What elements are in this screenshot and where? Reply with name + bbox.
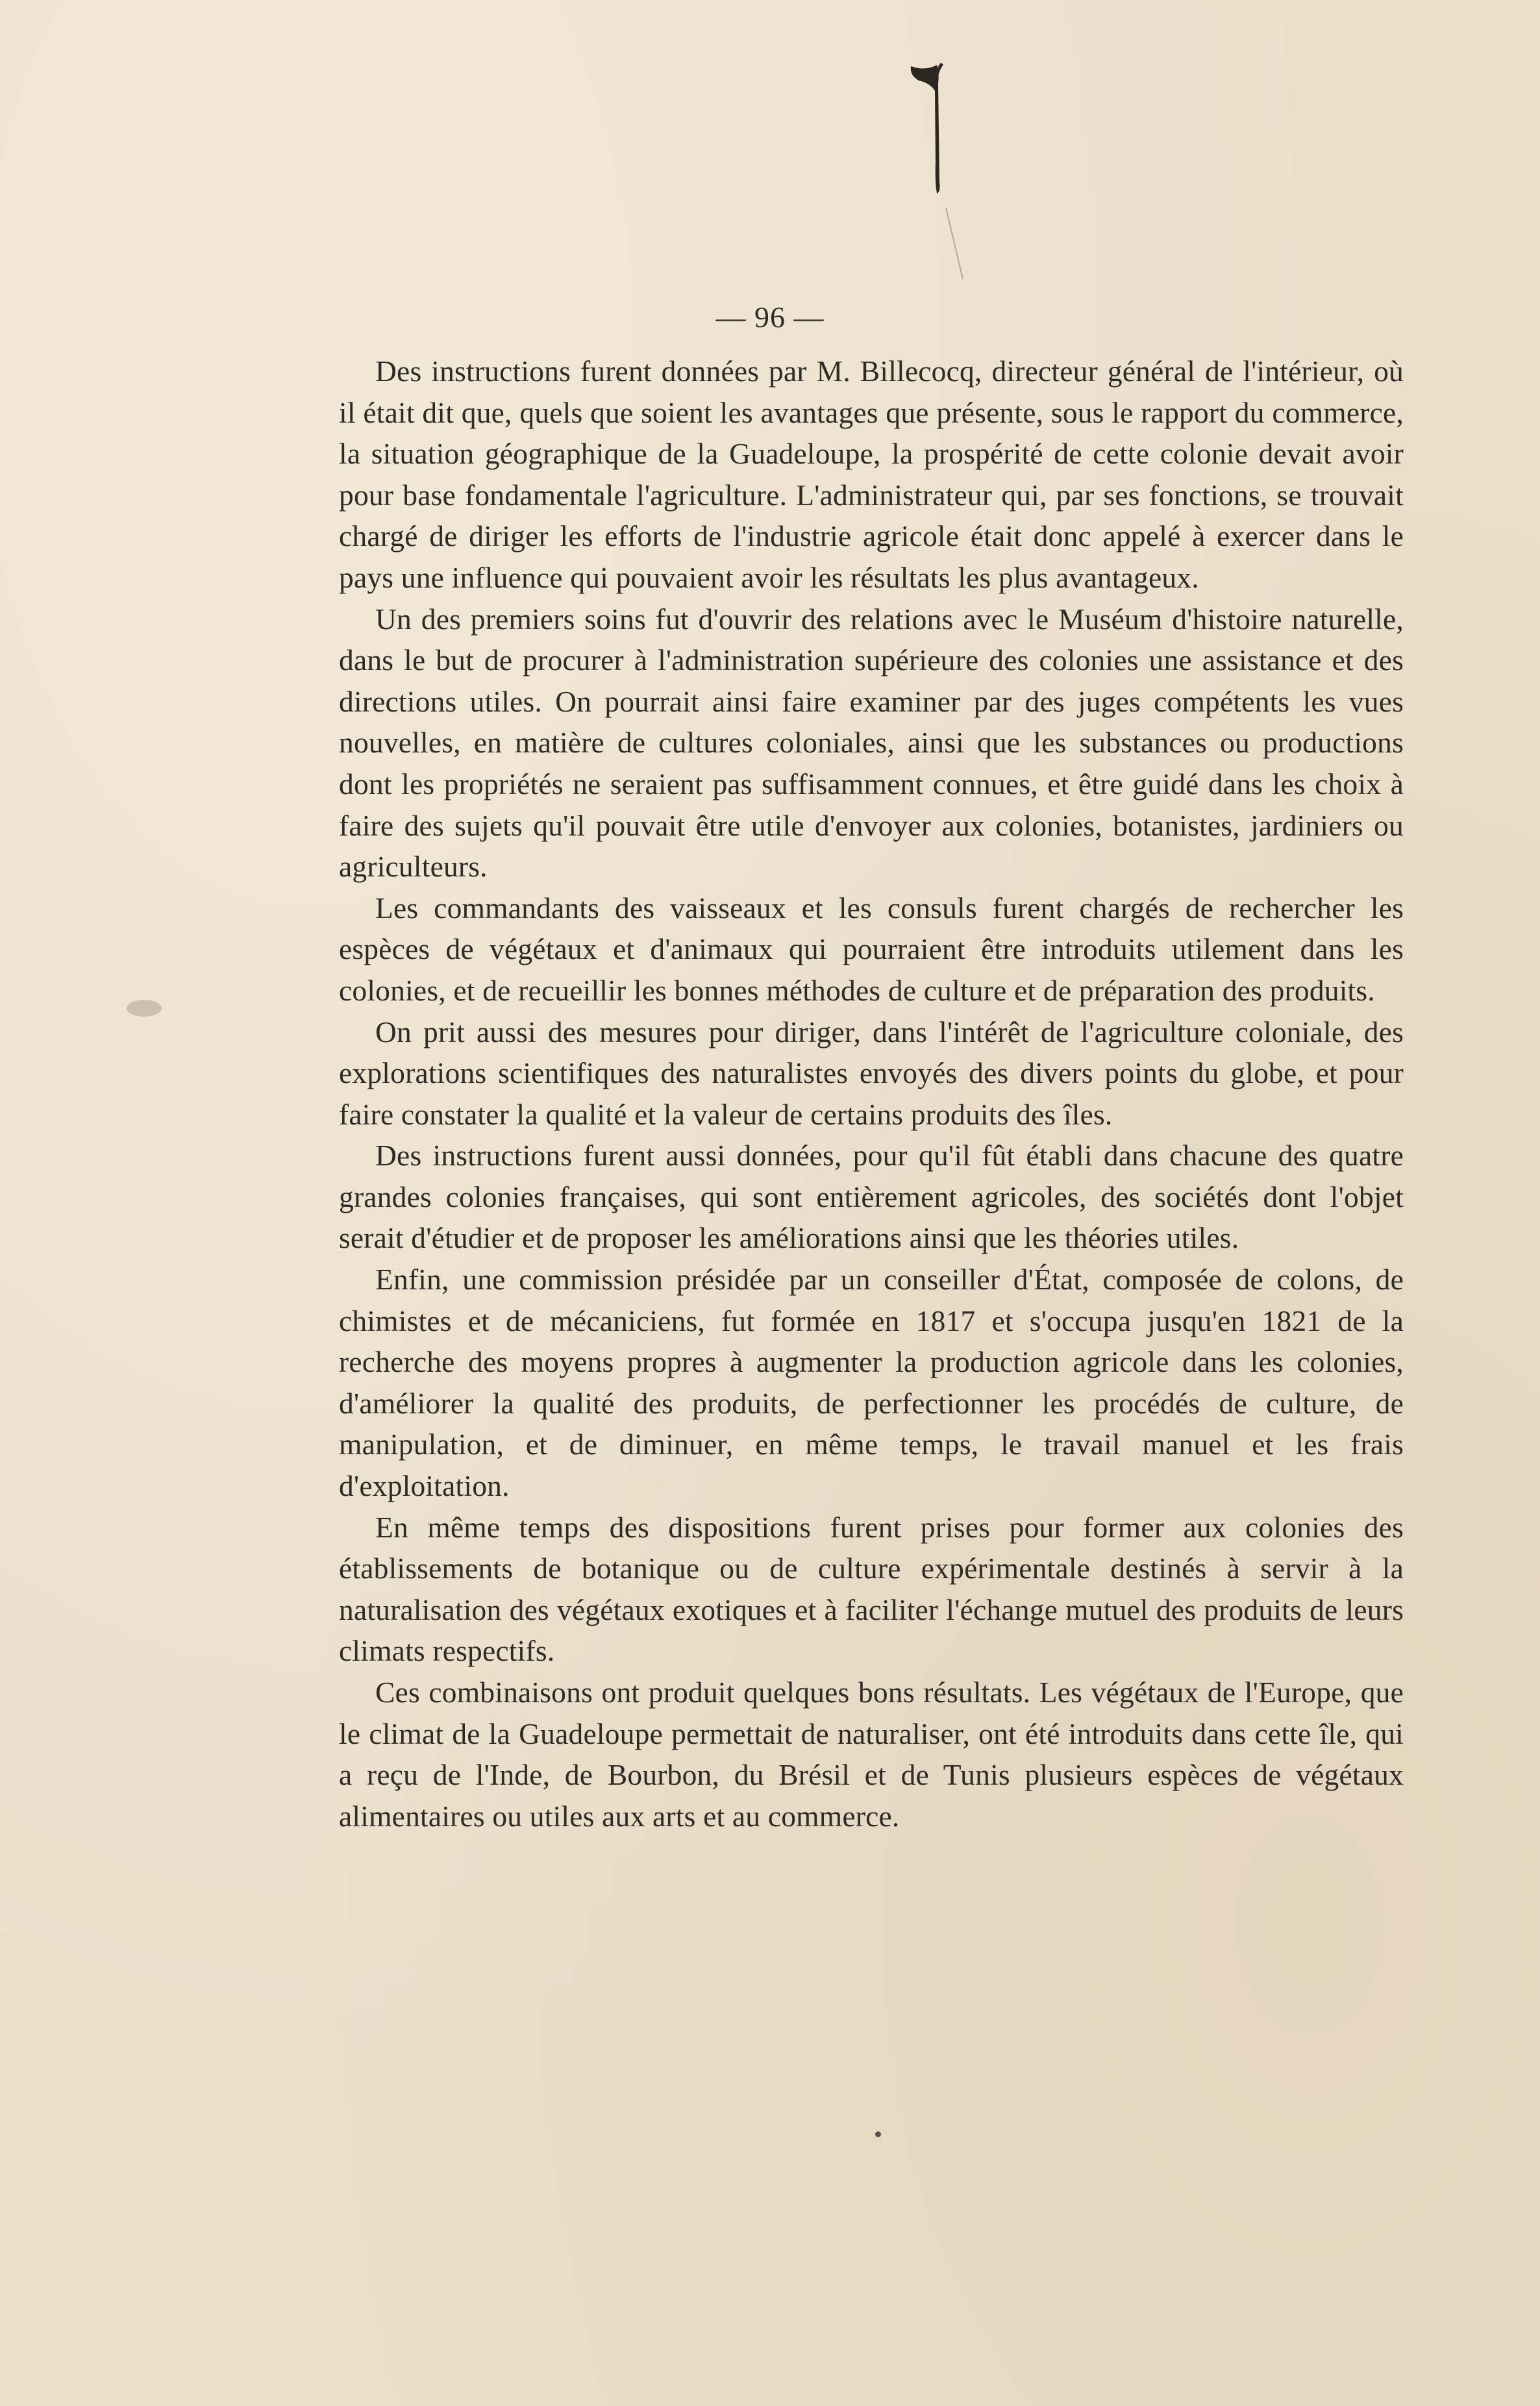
paragraph: Un des premiers soins fut d'ouvrir des relations avec le Muséum d'histoire naturelle, dans le but de procurer à l'administration supérieure des colonies une assistance et des directions utiles. On pourrait ainsi faire examiner par des juges compétents les vues nouvelles, en matière de cultures coloniales, ainsi que les substances ou productions dont les propriétés ne seraient pas suffisamment connues, et être guidé dans les choix à faire des sujets qu'il pouvait être utile d'envoyer aux colonies, botanistes, jardiniers ou agriculteurs. — [339, 602, 1404, 884]
paragraph: En même temps des dispositions furent prises pour former aux colonies des établissements de botanique ou de culture expérimentale destinés à servir à la naturalisation des végétaux exotiques et à faciliter l'échange mutuel des produits de leurs climats respectifs. — [339, 1510, 1404, 1668]
ink-mark — [899, 45, 977, 292]
paragraph: On prit aussi des mesures pour diriger, dans l'intérêt de l'agriculture coloniale, des explorations scientifiques des naturalistes envoyés des divers points du globe, et pour faire constater la qualité et la valeur de certains produits des îles. — [339, 1015, 1404, 1131]
ink-dot — [875, 2131, 881, 2137]
page-number: — 96 — — [715, 301, 825, 334]
paragraph: Ces combinaisons ont produit quelques bons résultats. Les végétaux de l'Europe, que le climat de la Guadeloupe permettait de naturaliser, ont été introduits dans cette île, qui a reçu de l'Inde, de Bourbon, du Brésil et de Tunis plusieurs espèces de végétaux alimentaires ou utiles aux arts et au commerce. — [339, 1676, 1404, 1833]
ink-blot — [127, 1000, 162, 1017]
paragraph: Des instructions furent aussi données, pour qu'il fût établi dans chacune des quatre grandes colonies françaises, qui sont entièrement agricoles, des sociétés dont l'objet serait d'étudier et de proposer les améliorations ainsi que les théories utiles. — [339, 1139, 1404, 1255]
paragraph: Enfin, une commission présidée par un conseiller d'État, composée de colons, de chimistes et de mécaniciens, fut formée en 1817 et s'occupa jusqu'en 1821 de la recherche des moyens propres à augmenter la production agricole dans les colonies, d'améliorer la qualité des produits, de perfectionner les procédés de culture, de manipulation, et de diminuer, en même temps, le travail manuel et les frais d'exploitation. — [339, 1263, 1404, 1503]
paragraph: Les commandants des vaisseaux et les consuls furent chargés de rechercher les espèces de végétaux et d'animaux qui pourraient être introduits utilement dans les colonies, et de recueillir les bonnes méthodes de culture et de préparation des produits. — [339, 891, 1404, 1007]
body-text — [339, 351, 1404, 1837]
paragraph: Des instructions furent données par M. Billecocq, directeur général de l'intérieur, où il était dit que, quels que soient les avantages que présente, sous le rapport du commerce, la situation géographique de la Guadeloupe, la prospérité de cette colonie devait avoir pour base fondamentale l'agriculture. L'administrateur qui, par ses fonctions, se trouvait chargé de diriger les efforts de l'industrie agricole était donc appelé à exercer dans le pays une influence qui pouvaient avoir les résultats les plus avantageux. — [339, 354, 1404, 594]
